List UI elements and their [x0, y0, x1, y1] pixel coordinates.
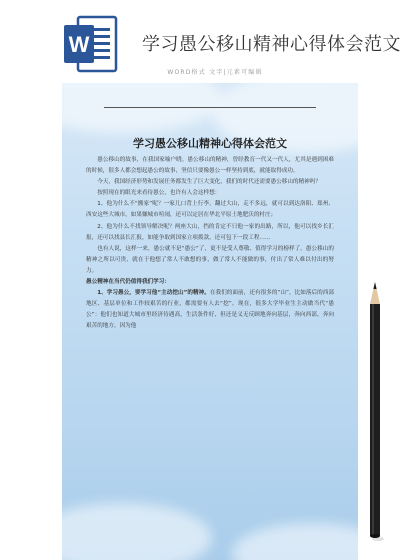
body-paragraph: 今天，我国经济形势和发展任务都发生了巨大变化，我们的时代还需要愚公移山的精神吗？	[97, 179, 321, 186]
document-title: 学习愚公移山精神心得体会范文	[133, 137, 287, 150]
body-paragraph	[86, 288, 334, 332]
body-paragraph: 也有人说，这样一来，愚公就不是“愚公”了，更不是受人尊敬、值得学习的榜样了。愚公移山的精神之所以可贵，就在于他想了常人不敢想的事，做了常人不能做的事，付出了常人难以付出的努力。	[86, 245, 334, 274]
cloud-decoration	[62, 83, 222, 133]
point-text: 在我们的面前，还有很多的“山”，比如落后的西部地区、基层单位和工作较艰苦的行业，都需要有人去“挖”。现在，很多大学毕业生主动做当代“愚公”：他们也知道大城市里经济待遇高，生活条件好，但还是义无反顾地奔向基层，奔向西部，奔向艰苦的地方，因为他	[86, 290, 334, 330]
point-lead: 1、学习愚公，要学习他“主动挖山”的精神。	[97, 290, 210, 297]
body-paragraph: 2、他为什么不找领导解决呢？两座大山，挡的肯定不只他一家的出路，所以，他可以找乡长汇报，还可以找县长汇报，如能争取到国家立项拨款，还可包下一段工程……	[86, 223, 334, 241]
document-header-rule	[104, 107, 316, 108]
word-logo-letter: W	[68, 32, 90, 57]
header-title: 学习愚公移山精神心得体会范文	[142, 34, 401, 55]
word-document-icon	[62, 14, 118, 74]
body-paragraph: 愚公移山的故事，在我国家喻户晓。愚公移山的精神，曾经教育一代又一代人，尤其是遇到困难的时候，很多人都会想起愚公的故事，坚信只要像愚公一样坚持到底，就能取得成功。	[86, 157, 334, 175]
pencil-icon	[366, 282, 384, 544]
header-subtitle: WORD格式 文字|元素可编辑	[167, 69, 263, 76]
body-paragraph: 按照现在的眼光来看待愚公，也许有人会这样想：	[97, 190, 221, 197]
cloud-decoration	[62, 503, 212, 560]
section-heading: 愚公精神在当代仍值得我们学习：	[86, 279, 170, 286]
cloud-decoration	[232, 523, 358, 560]
body-paragraph: 1、他为什么不“搬家”呢？一家几口背上行李，翻过大山，走不多远，就可以到达洛阳、郑州、西安这些大城市，如果嫌城市喧闹，还可以定居在华北平原土地肥沃的村庄；	[86, 201, 334, 219]
document-body	[86, 155, 334, 333]
document-page	[62, 83, 358, 560]
